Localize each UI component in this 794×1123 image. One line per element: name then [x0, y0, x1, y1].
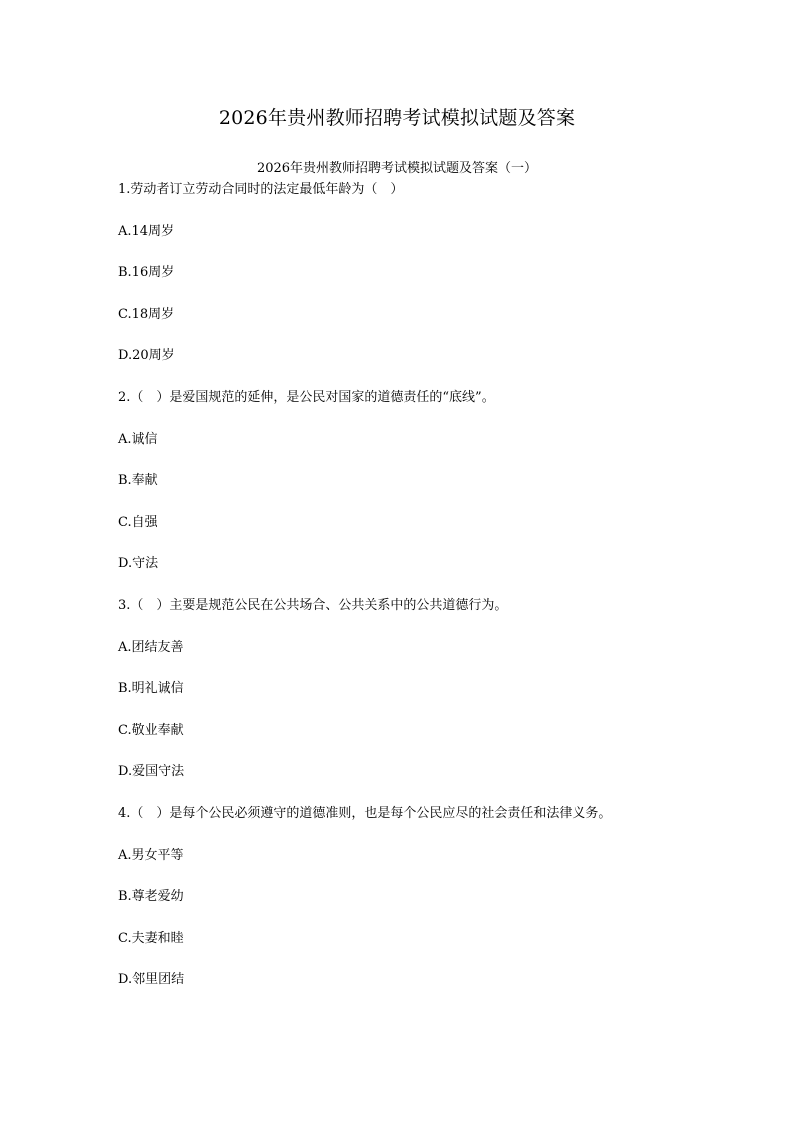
- option-c: C.夫妻和睦: [118, 930, 184, 946]
- option-d: D.爱国守法: [118, 764, 185, 780]
- page-title: 2026年贵州教师招聘考试模拟试题及答案: [218, 107, 576, 129]
- option-a: A.14周岁: [118, 223, 175, 239]
- question-4: [118, 804, 738, 990]
- option-a: A.诚信: [118, 431, 158, 447]
- option-a: A.男女平等: [118, 847, 184, 863]
- option-b: B.尊老爱幼: [118, 889, 184, 905]
- question-stem: 2.（ ）是爱国规范的延伸，是公民对国家的道德责任的“底线”。: [118, 389, 495, 405]
- option-b: B.奉献: [118, 473, 158, 489]
- option-c: C.18周岁: [118, 306, 175, 322]
- section-subtitle: 2026年贵州教师招聘考试模拟试题及答案（一）: [256, 161, 538, 176]
- question-list: [118, 180, 738, 1012]
- question-2: [118, 388, 738, 574]
- option-b: B.明礼诚信: [118, 681, 184, 697]
- question-3: [118, 596, 738, 782]
- question-stem: 1.劳动者订立劳动合同时的法定最低年龄为（ ）: [118, 182, 404, 197]
- option-d: D.20周岁: [118, 348, 175, 364]
- question-stem: 4.（ ）是每个公民必须遵守的道德准则，也是每个公民应尽的社会责任和法律义务。: [118, 805, 612, 821]
- option-c: C.敬业奉献: [118, 722, 184, 738]
- option-b: B.16周岁: [118, 265, 175, 281]
- question-stem: 3.（ ）主要是规范公民在公共场合、公共关系中的公共道德行为。: [118, 597, 508, 613]
- question-1: [118, 180, 738, 366]
- option-d: D.邻里团结: [118, 972, 185, 988]
- option-d: D.守法: [118, 556, 159, 572]
- option-c: C.自强: [118, 514, 158, 530]
- option-a: A.团结友善: [118, 639, 184, 655]
